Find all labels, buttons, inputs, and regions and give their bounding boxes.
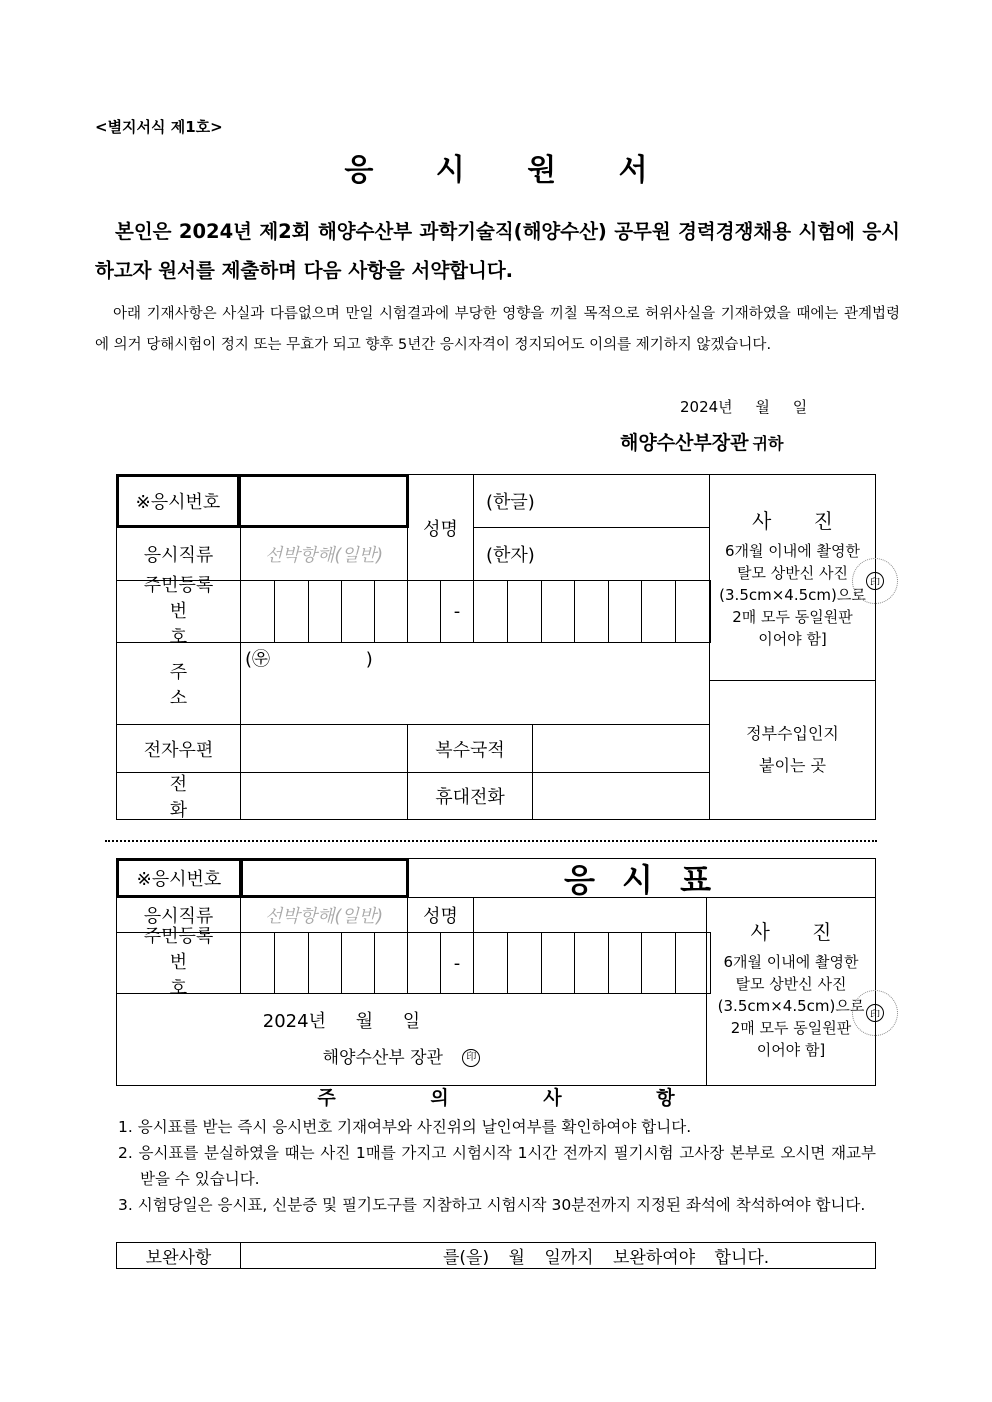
ticket-exam-number-label: ※응시번호 (116, 858, 242, 898)
resident-number-digit-field[interactable] (541, 932, 575, 994)
resident-number-digit-field[interactable] (507, 580, 542, 643)
photo-title: 사 진 (752, 509, 851, 533)
revenue-stamp-box (709, 680, 876, 820)
ticket-exam-number-field[interactable] (240, 858, 409, 898)
exam-number-label: ※응시번호 (116, 474, 240, 528)
photo-instruction-line: (3.5cm×4.5cm)으로 (717, 997, 865, 1015)
resident-number-dash: - (440, 932, 474, 994)
recipient-name: 해양수산부장관 (620, 432, 749, 454)
ticket-photo-seal-icon: 印 (852, 990, 898, 1036)
photo-instruction-line: 2매 모두 동일원판 (732, 608, 853, 626)
resident-number-digit-field[interactable] (608, 580, 642, 643)
seal-stamp-icon: 印 (852, 558, 898, 604)
name-hanja-field[interactable]: (한자) (473, 527, 710, 581)
resident-number-digit-field[interactable] (574, 932, 609, 994)
job-type-label: 응시직류 (116, 527, 241, 581)
photo-instruction-line: 이어야 함] (758, 630, 827, 648)
photo-instruction-line: 탈모 상반신 사진 (735, 975, 847, 993)
note-item: 3. 시험당일은 응시표, 신분증 및 필기도구를 지참하고 시험시작 30분전까지 지정된 좌석에 착석하여야 합니다. (118, 1196, 866, 1214)
ticket-title: 응 시 표 (407, 858, 876, 898)
resident-number-digit-field[interactable] (240, 580, 275, 643)
resident-number-digit-field[interactable] (374, 932, 408, 994)
address-label: 주 소 (116, 642, 241, 725)
phone-field[interactable] (240, 772, 408, 820)
resident-number-digit-field[interactable] (374, 580, 408, 643)
email-label: 전자우편 (116, 724, 241, 773)
photo-instructions (719, 540, 866, 650)
email-field[interactable] (240, 724, 408, 773)
resident-number-label-line2: 번 호 (169, 600, 218, 648)
mobile-field[interactable] (532, 772, 710, 820)
ticket-issuer: 해양수산부 장관 (322, 1047, 443, 1068)
ticket-job-type-value: 선박항해(일반) (240, 897, 408, 933)
photo-instruction-line: 이어야 함] (756, 1041, 826, 1059)
revenue-stamp-line: 붙이는 곳 (759, 756, 826, 775)
photo-instruction-line: 탈모 상반신 사진 (737, 564, 848, 582)
photo-instruction-line: (3.5cm×4.5cm)으로 (719, 586, 866, 604)
resident-number-label (116, 574, 241, 648)
resident-number-digit-field[interactable] (541, 580, 575, 643)
photo-instruction-line: 6개월 이내에 촬영한 (724, 542, 860, 560)
revenue-stamp-line: 정부수입인지 (746, 724, 839, 743)
ticket-photo-title: 사 진 (750, 920, 850, 944)
resident-number-digit-field[interactable] (507, 932, 542, 994)
ticket-photo-box[interactable] (706, 897, 876, 1086)
resident-number-digit-field[interactable] (608, 932, 642, 994)
form-number-label: <별지서식 제1호> (95, 118, 223, 136)
resident-number-digit-field[interactable] (641, 932, 676, 994)
supplement-label: 보완사항 (116, 1242, 241, 1269)
ticket-seal-icon: 印 (462, 1049, 480, 1067)
resident-number-digit-field[interactable] (407, 580, 441, 643)
postcode-field: (㉾ ) (245, 649, 373, 670)
ticket-resident-number-label-line2: 번 호 (169, 952, 218, 999)
dual-citizenship-label: 복수국적 (407, 724, 533, 773)
resident-number-digit-field[interactable] (473, 580, 508, 643)
photo-instruction-line: 6개월 이내에 촬영한 (723, 953, 859, 971)
name-korean-field[interactable]: (한글) (473, 474, 710, 528)
cut-line (105, 840, 877, 842)
ticket-resident-number-label-line1: 주민등록 (143, 926, 214, 947)
resident-number-digit-field[interactable] (473, 932, 508, 994)
dual-citizenship-field[interactable] (532, 724, 710, 773)
job-type-value: 선박항해(일반) (240, 527, 408, 581)
ticket-issuance-box (116, 993, 707, 1086)
resident-number-digit-field[interactable] (308, 932, 342, 994)
note-item: 1. 응시표를 받는 즉시 응시번호 기재여부와 사진위의 날인여부를 확인하여야 합니다. (118, 1118, 692, 1136)
resident-number-digit-field[interactable] (675, 580, 711, 643)
ticket-name-field[interactable] (473, 897, 707, 933)
pledge-statement: 본인은 2024년 제2회 해양수산부 과학기술직(해양수산) 공무원 경력경쟁채용 시험에 응시하고자 원서를 제출하며 다음 사항을 서약합니다. (95, 220, 900, 282)
ticket-issuer-line (323, 1040, 481, 1076)
name-label: 성명 (407, 474, 474, 581)
resident-number-digit-field[interactable] (274, 580, 309, 643)
form-title: 응 시 원 서 (344, 153, 674, 188)
address-field[interactable] (240, 642, 710, 725)
resident-number-digit-field[interactable] (407, 932, 441, 994)
resident-number-digit-field[interactable] (308, 580, 342, 643)
ticket-resident-number-label (116, 926, 241, 999)
note-item: 2. 응시표를 분실하였을 때는 사진 1매를 가지고 시험시작 1시간 전까지 필기시험 고사장 본부로 오시면 재교부 받을 수 있습니다. (118, 1144, 876, 1188)
resident-number-digit-field[interactable] (641, 580, 676, 643)
ticket-name-label: 성명 (407, 897, 474, 933)
resident-number-digit-field[interactable] (240, 932, 275, 994)
mobile-label: 휴대전화 (407, 772, 533, 820)
resident-number-digit-field[interactable] (341, 932, 375, 994)
resident-number-digit-field[interactable] (341, 580, 375, 643)
resident-number-label-line1: 주민등록 (143, 574, 214, 596)
notes-title: 주 의 사 항 (317, 1087, 719, 1109)
exam-number-field[interactable] (238, 474, 409, 528)
recipient-suffix: 귀하 (752, 434, 784, 453)
photo-box[interactable] (709, 474, 876, 681)
pledge-body: 아래 기재사항은 사실과 다름없으며 만일 시험결과에 부당한 영향을 끼칠 목적으로 허위사실을 기재하였을 때에는 관계법령에 의거 당해시험이 정지 또는 무효가 되고 향후 5년간 응시자격이 정지되어도 이의를 제기하지 않겠습니다. (95, 306, 900, 353)
ticket-date: 2024년 월 일 (262, 1010, 421, 1032)
recipient (620, 428, 783, 455)
ticket-photo-instructions (718, 951, 865, 1061)
application-date: 2024년 월 일 (680, 398, 808, 416)
resident-number-digit-field[interactable] (274, 932, 309, 994)
resident-number-digit-field[interactable] (574, 580, 609, 643)
ticket-job-type-label: 응시직류 (116, 897, 241, 933)
supplement-field[interactable]: 를(을) 월 일까지 보완하여야 합니다. (240, 1242, 876, 1269)
phone-label: 전 화 (116, 772, 241, 820)
photo-instruction-line: 2매 모두 동일원판 (730, 1019, 852, 1037)
resident-number-dash: - (440, 580, 474, 643)
